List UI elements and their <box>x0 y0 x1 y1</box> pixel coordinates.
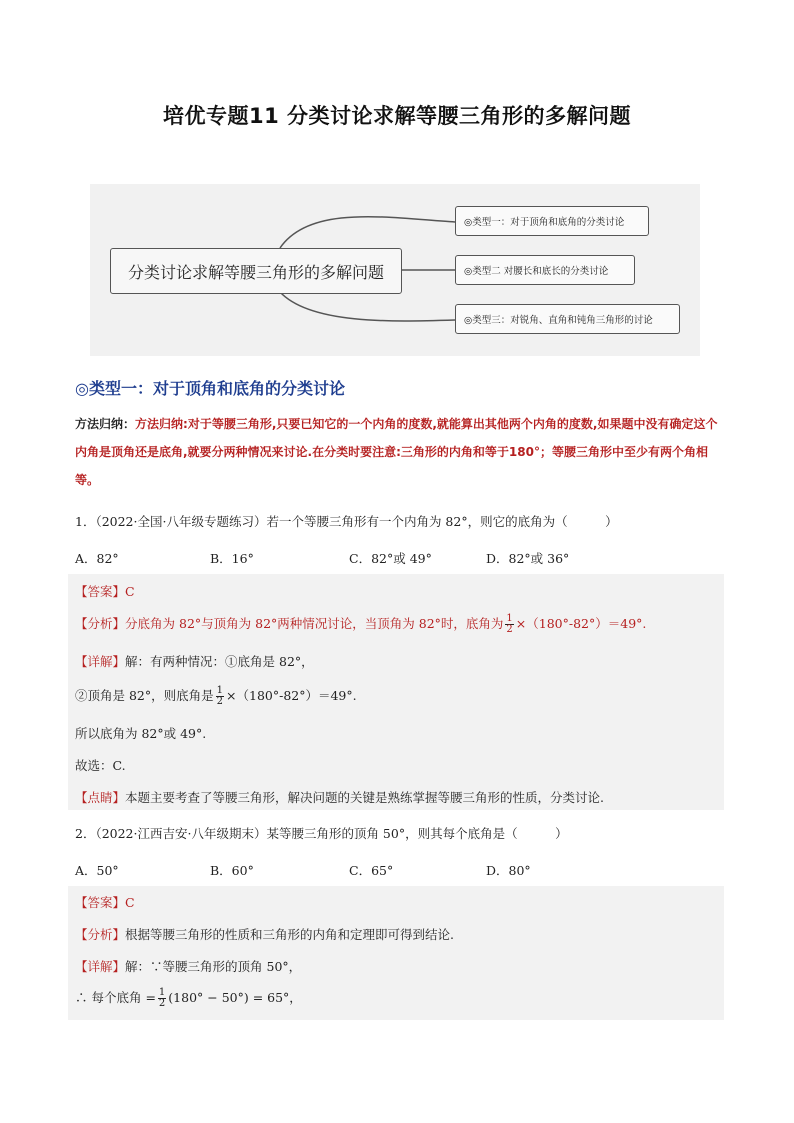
mind-map <box>90 184 700 356</box>
option-b: B．16° <box>210 551 254 566</box>
analysis-1: 【分析】分底角为 82°与顶角为 82°两种情况讨论，当顶角为 82°时，底角为 $\frac{1}{2}$ ×（180°-82°）＝49°. <box>75 613 647 635</box>
detail-1-case-2: ②顶角是 82°，则底角是 $\frac{1}{2}$ ×（180°-82°）＝49°. <box>75 685 357 707</box>
question-1-stem: 1．（2022·全国·八年级专题练习）若一个等腰三角形有一个内角为 82°，则它的底角为（ ） <box>75 514 618 529</box>
option-c: C．65° <box>349 863 394 878</box>
answer-1: 【答案】C <box>75 584 135 599</box>
fraction-half: $\frac{1}{2}$ <box>216 685 224 707</box>
fraction-half: $\frac{1}{2}$ <box>506 613 513 635</box>
option-d: D．80° <box>486 863 531 878</box>
mind-map-branch-type1: ◎类型一：对于顶角和底角的分类讨论 <box>455 206 649 236</box>
comment-1: 【点睛】本题主要考查了等腰三角形，解决问题的关键是熟练掌握等腰三角形的性质，分类讨论. <box>75 790 604 805</box>
section-heading: ◎类型一：对于顶角和底角的分类讨论 <box>75 379 345 398</box>
detail-2: 【详解】解：∵等腰三角形的顶角 50°， <box>75 959 302 974</box>
analysis-2: 【分析】根据等腰三角形的性质和三角形的内角和定理即可得到结论. <box>75 927 454 942</box>
detail-1-choice: 故选：C. <box>75 758 126 773</box>
option-a: A．82° <box>75 551 119 566</box>
answer-2: 【答案】C <box>75 895 135 910</box>
question-2-stem: 2．（2022·江西吉安·八年级期末）某等腰三角形的顶角 50°，则其每个底角是（ ） <box>75 826 568 841</box>
page-title: 培优专题11 分类讨论求解等腰三角形的多解问题 <box>162 104 632 128</box>
detail-2-calc: ∴ 每个底角 = $\frac{1}{2}$ (180° − 50°) = 65°， <box>75 987 302 1009</box>
mind-map-branch-type3: ◎类型三：对锐角、直角和钝角三角形的讨论 <box>455 304 680 334</box>
fraction-half: $\frac{1}{2}$ <box>158 987 166 1009</box>
detail-1: 【详解】解：有两种情况：①底角是 82°， <box>75 654 314 669</box>
option-a: A．50° <box>75 863 119 878</box>
option-b: B．60° <box>210 863 254 878</box>
method-label: 方法归纳： <box>75 417 136 431</box>
method-summary <box>75 410 725 494</box>
option-d: D．82°或 36° <box>486 551 570 566</box>
mind-map-branch-type2: ◎类型二 对腰长和底长的分类讨论 <box>455 255 635 285</box>
method-text: 方法归纳:对于等腰三角形,只要已知它的一个内角的度数,就能算出其他两个内角的度数,如果题中没有确定这个内角是顶角还是底角,就要分两种情况来讨论.在分类时要注意:三角形的内角和等于180°；等腰三角形中至少有两个角相等。 <box>75 417 718 487</box>
mind-map-root: 分类讨论求解等腰三角形的多解问题 <box>110 248 402 294</box>
option-c: C．82°或 49° <box>349 551 432 566</box>
detail-1-conclusion: 所以底角为 82°或 49°. <box>75 726 207 741</box>
